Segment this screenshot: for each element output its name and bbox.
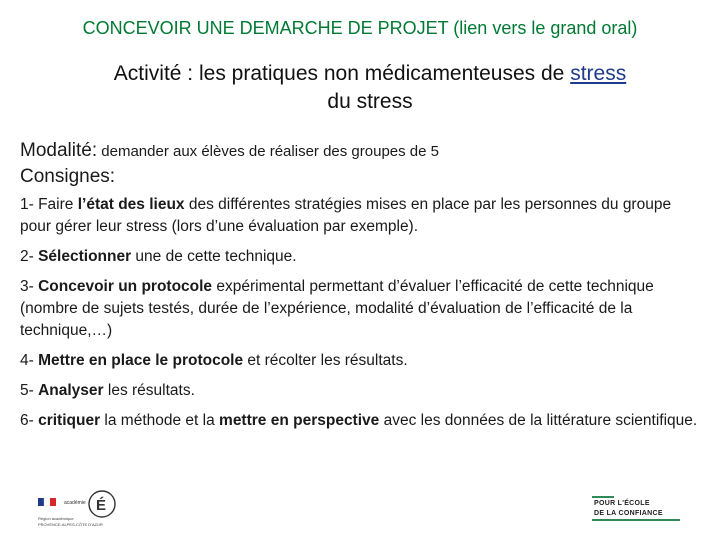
steps-list [20, 194, 700, 440]
consignes-label: Consignes: [20, 166, 116, 187]
title-line2: du stress [327, 90, 413, 113]
header-title: CONCEVOIR UNE DEMARCHE DE PROJET (lien vers le grand oral) [82, 18, 638, 38]
step-number: 3- [20, 278, 39, 295]
step-keyword: Analyser [38, 382, 104, 399]
step-keyword: Mettre en place le protocole [38, 352, 244, 369]
step-number: 5- [20, 382, 39, 399]
logo-e-letter: É [96, 497, 107, 514]
logo-bar-bottom [592, 519, 680, 521]
step-keyword: critiquer [38, 412, 101, 429]
modalite-text: demander aux élèves de réaliser des groupes de 5 [101, 143, 439, 160]
step-keyword: Concevoir un protocole [38, 278, 213, 295]
academie-logo-graphic [36, 484, 126, 530]
logo-bar-top [592, 496, 614, 498]
title-link-stress[interactable]: stress [570, 62, 627, 85]
step-6 [20, 410, 700, 432]
step-text-2: avec les données de la littérature scientifique. [379, 412, 698, 429]
step-text: des différentes stratégies mises en place par les personnes du groupe pour gérer leur stress (lors d’une évaluation par exemple). [20, 196, 672, 235]
step-keyword-2: mettre en perspective [219, 412, 380, 429]
step-keyword: l’état des lieux [77, 196, 185, 213]
logo-region-text: Région académique [38, 516, 74, 521]
step-text: une de cette technique. [131, 248, 297, 265]
step-text: la méthode et la [100, 412, 220, 429]
logo-line2: DE LA CONFIANCE [594, 510, 663, 517]
logo-academie-text: académie [64, 500, 86, 506]
step-number: 6- [20, 412, 39, 429]
step-text: expérimental permettant d’évaluer l’efficacité de cette technique (nombre de sujets testés, durée de l’expérience, modalité d’évaluation de l’efficacité de la technique,…) [20, 278, 654, 339]
step-number: 4- [20, 352, 39, 369]
step-text: et récolter les résultats. [243, 352, 408, 369]
step-4 [20, 350, 700, 372]
step-keyword: Sélectionner [38, 248, 132, 265]
page-title [40, 60, 700, 116]
step-5 [20, 380, 700, 402]
title-text: Activité : les pratiques non médicamenteuses de [113, 62, 571, 85]
step-1 [20, 194, 700, 238]
logo-line1: POUR L'ÉCOLE [594, 500, 650, 507]
step-number: 2- [20, 248, 39, 265]
modalite-label: Modalité: [20, 140, 98, 161]
ecole-confiance-logo [588, 494, 682, 524]
step-number: 1- Faire [20, 196, 78, 213]
step-2 [20, 246, 700, 268]
step-text: les résultats. [103, 382, 195, 399]
logo-paca-text: PROVENCE-ALPES-CÔTE D'AZUR [38, 522, 103, 527]
step-3 [20, 276, 700, 342]
modalite-line [20, 140, 439, 162]
academie-logo [36, 484, 126, 530]
